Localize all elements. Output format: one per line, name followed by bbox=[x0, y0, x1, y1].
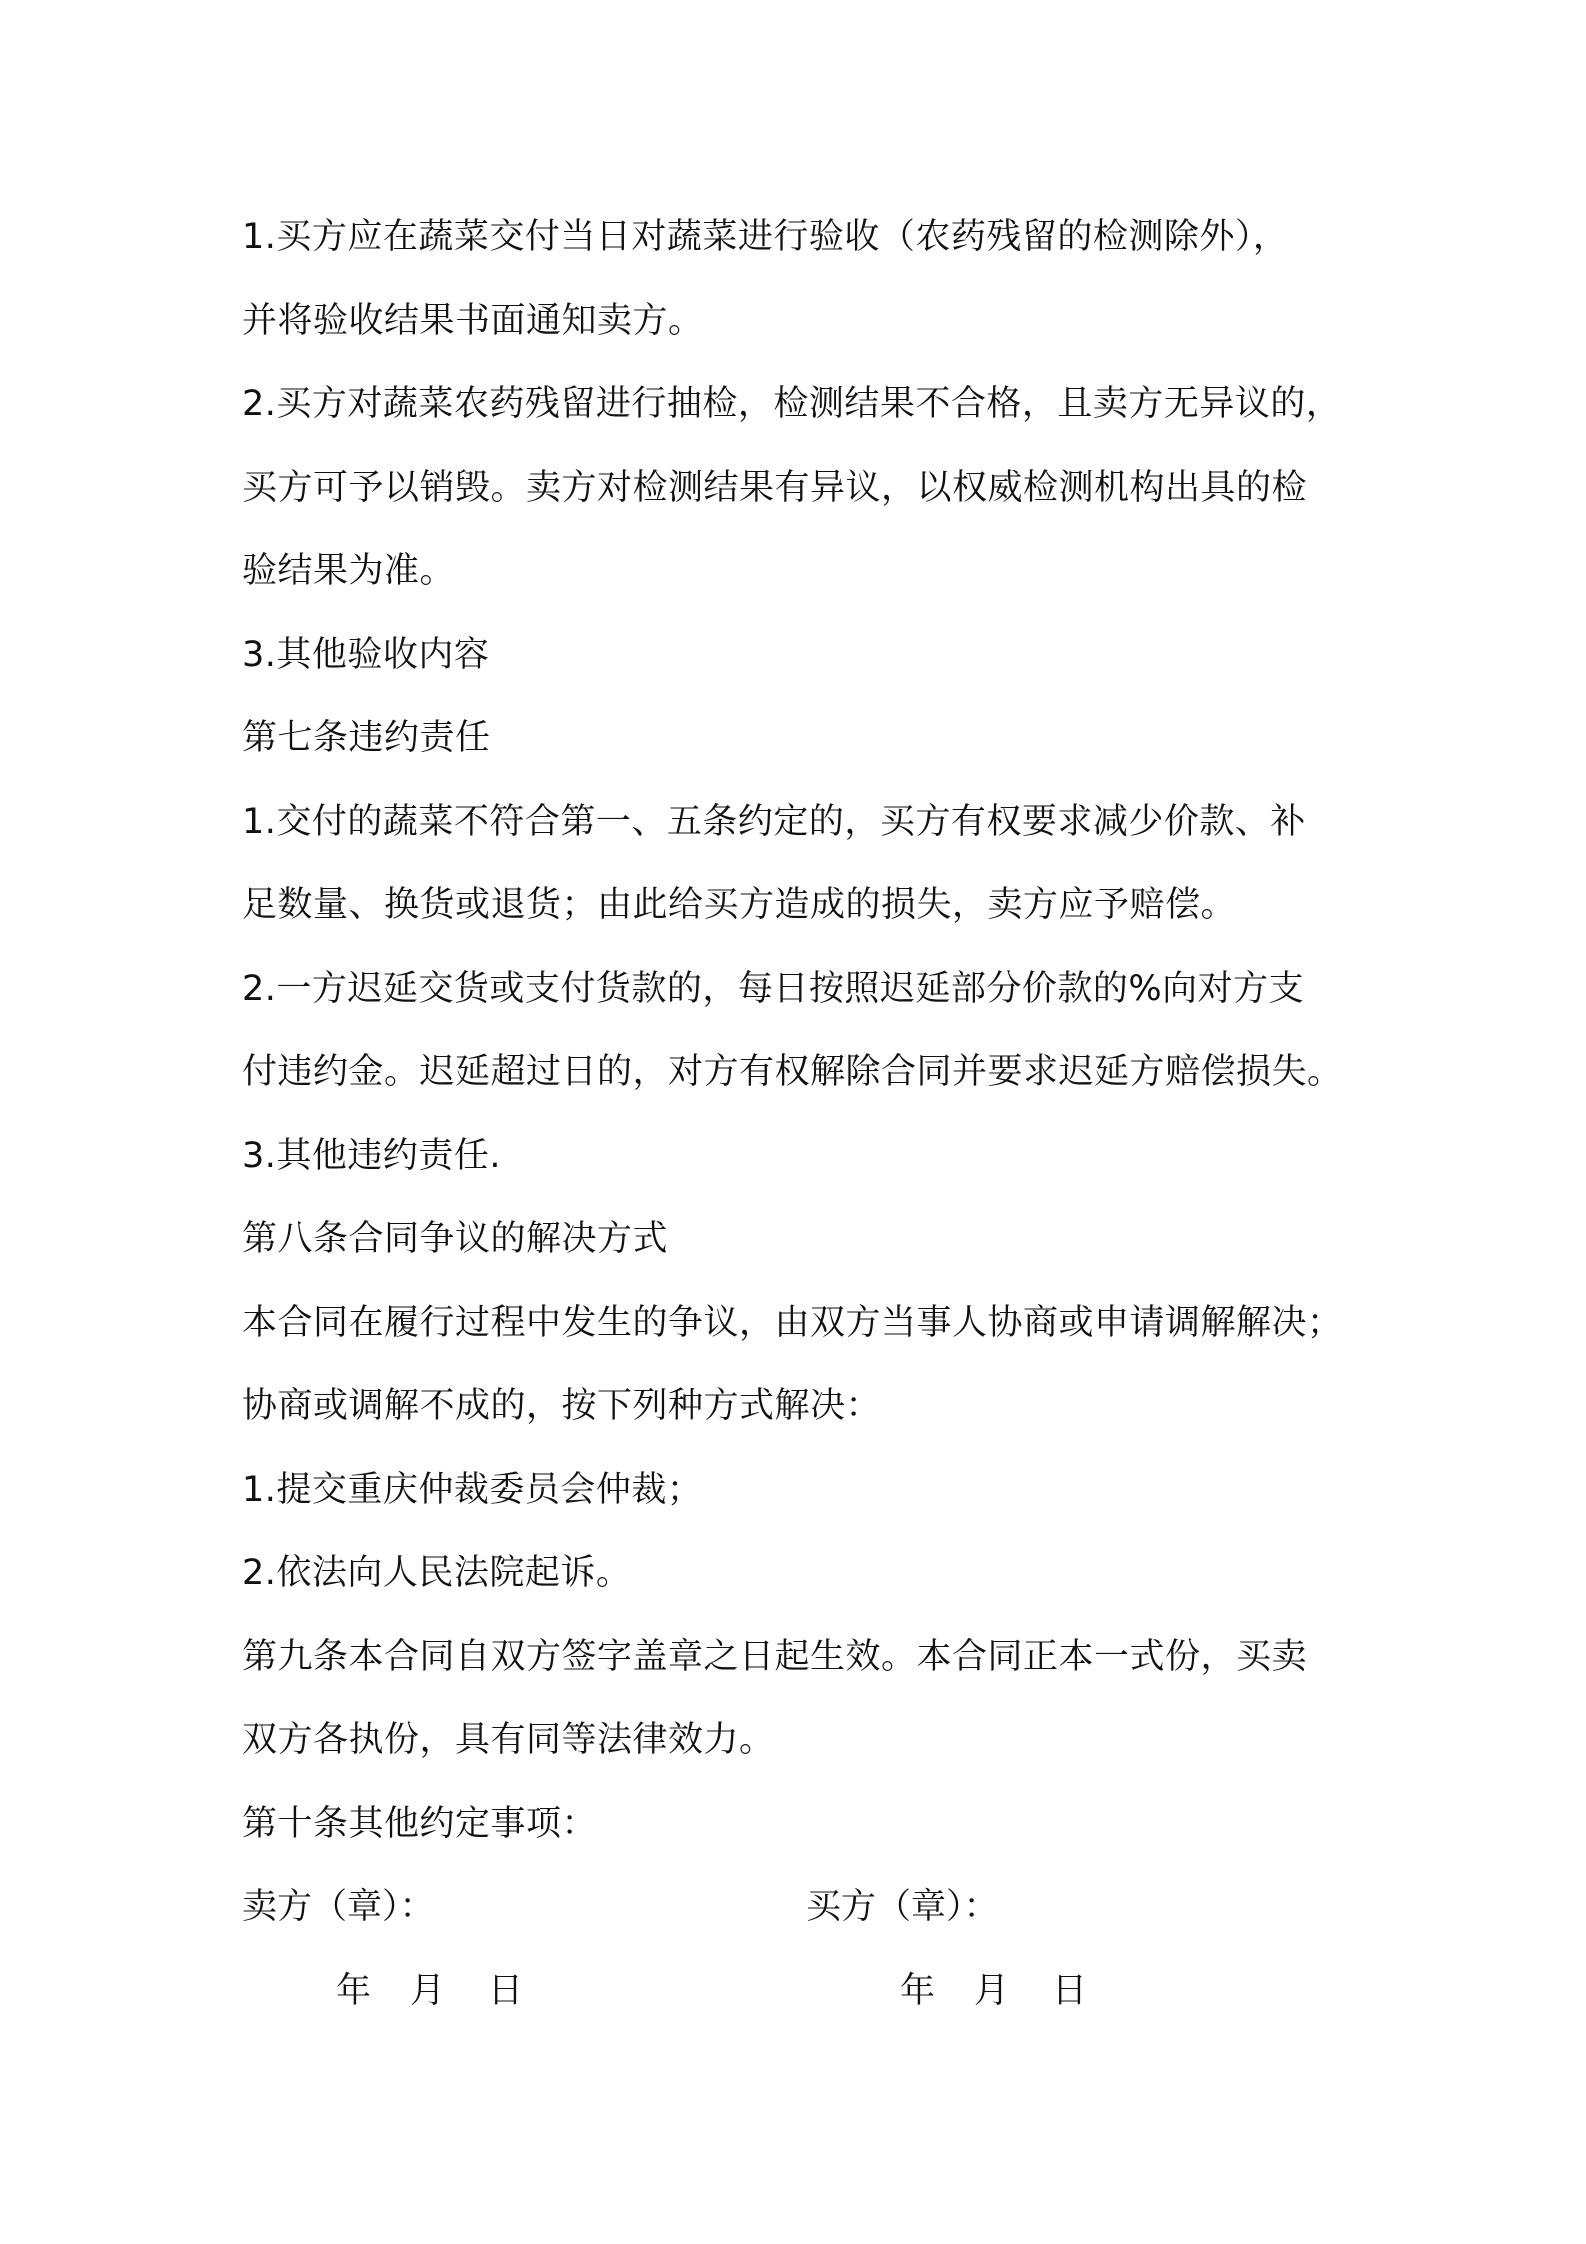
text-line: 本合同在履行过程中发生的争议，由双方当事人协商或申请调解解决； bbox=[242, 1302, 1343, 1343]
year-label: 年 bbox=[336, 1970, 372, 2011]
text-line: 验结果为准。 bbox=[242, 551, 456, 591]
text-line: 双方各执份，具有同等法律效力。 bbox=[242, 1720, 775, 1760]
text-line: 第九条本合同自双方签字盖章之日起生效。本合同正本一式份，买卖 bbox=[242, 1636, 1308, 1677]
text-line: 2.依法向人民法院起诉。 bbox=[242, 1553, 632, 1593]
month-label: 月 bbox=[410, 1970, 446, 2011]
contract-body bbox=[242, 196, 1372, 2033]
buyer-date bbox=[900, 1950, 1087, 2034]
text-line: 1.提交重庆仲裁委员会仲裁； bbox=[242, 1469, 703, 1510]
day-label: 日 bbox=[488, 1970, 524, 2011]
seller-seal-label: 卖方（章）： bbox=[242, 1887, 435, 1927]
section-heading: 第十条其他约定事项： bbox=[242, 1803, 598, 1844]
date-row bbox=[242, 1950, 1372, 2034]
section-heading: 第八条合同争议的解决方式 bbox=[242, 1219, 669, 1259]
text-line: 2.买方对蔬菜农药残留进行抽检，检测结果不合格，且卖方无异议的， bbox=[242, 384, 1342, 424]
text-line: 协商或调解不成的，按下列种方式解决： bbox=[242, 1386, 882, 1426]
text-line: 1.交付的蔬菜不符合第一、五条约定的，买方有权要求减少价款、补 bbox=[242, 801, 1306, 842]
text-line: 买方可予以销毁。卖方对检测结果有异议，以权威检测机构出具的检 bbox=[242, 467, 1308, 508]
year-label: 年 bbox=[900, 1970, 936, 2011]
text-line: 并将验收结果书面通知卖方。 bbox=[242, 300, 704, 341]
signature-row bbox=[242, 1866, 1372, 1950]
buyer-seal-label: 买方（章）： bbox=[806, 1887, 999, 1927]
text-line: 3.其他验收内容 bbox=[242, 634, 490, 675]
text-line: 2.一方迟延交货或支付货款的，每日按照迟延部分价款的%向对方支 bbox=[242, 968, 1305, 1009]
seller-date bbox=[336, 1950, 523, 2034]
text-line: 足数量、换货或退货；由此给买方造成的损失，卖方应予赔偿。 bbox=[242, 885, 1237, 925]
text-line: 付违约金。迟延超过日的，对方有权解除合同并要求迟延方赔偿损失。 bbox=[242, 1052, 1343, 1092]
text-line: 1.买方应在蔬菜交付当日对蔬菜进行验收（农药残留的检测除外）， bbox=[242, 217, 1289, 257]
text-line: 3.其他违约责任. bbox=[242, 1135, 502, 1176]
month-label: 月 bbox=[974, 1970, 1010, 2011]
section-heading: 第七条违约责任 bbox=[242, 718, 491, 758]
day-label: 日 bbox=[1052, 1970, 1088, 2011]
